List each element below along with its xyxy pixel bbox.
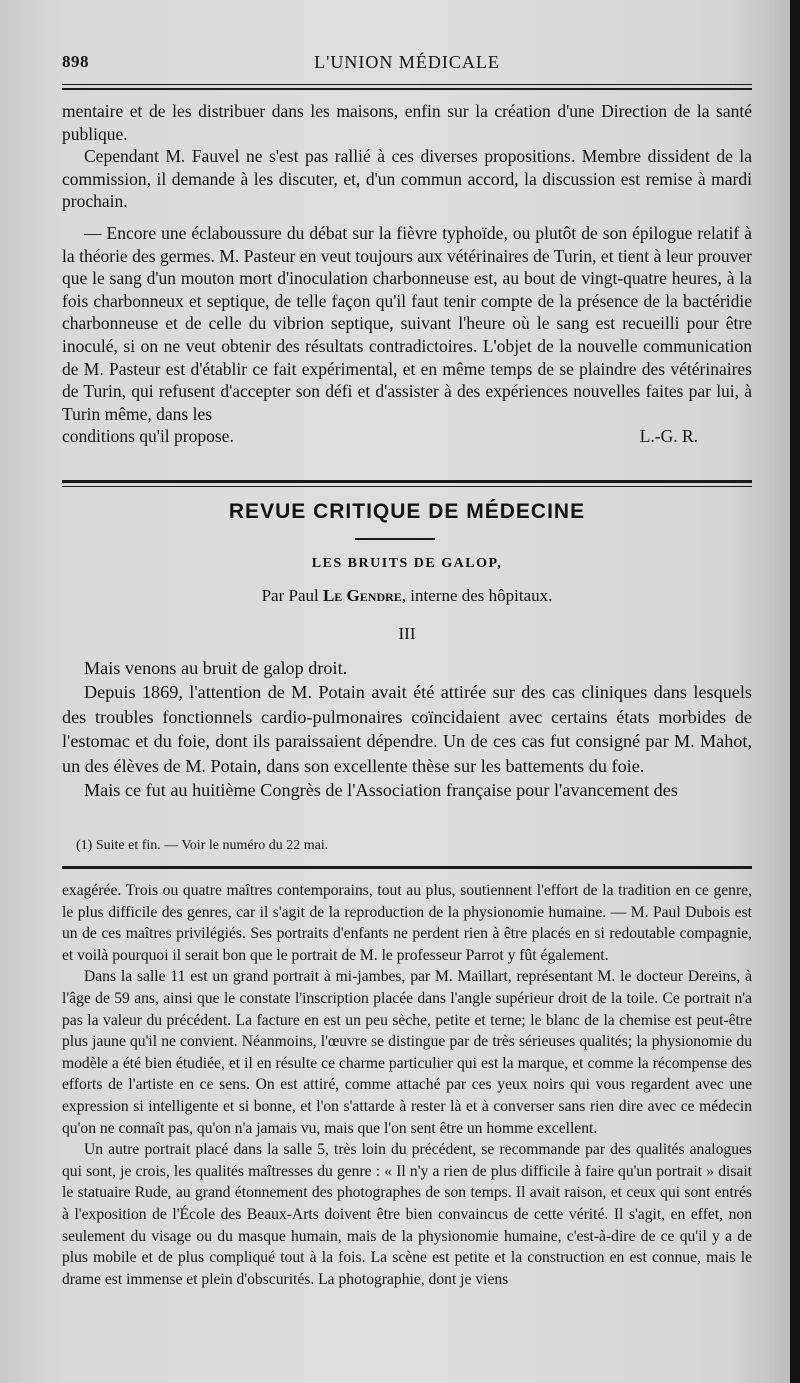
page-number: 898: [62, 52, 89, 71]
section-title: REVUE CRITIQUE DE MÉDECINE: [228, 500, 586, 523]
section-rule-thin: [62, 486, 752, 487]
closing-line: [62, 425, 752, 448]
feuilleton-paragraph-1: exagérée. Trois ou quatre maîtres contemporains, tout au plus, soutiennent l'effort de la tradition en ce genre, le plus difficile des genres, car il s'agit de la reproduction de la physionomie humaine. — M. Paul Dubois est un de ces maîtres privilégiés. Ses portraits d'enfants ne perdent rien à être placés en si redoutable compagnie, et voilà pourquoi il serait bon que le portrait de M. le professeur Parrot y fût également.: [62, 882, 752, 964]
byline-author: Le Gendre: [322, 586, 402, 605]
footnote: (1) Suite et fin. — Voir le numéro du 22 mai.: [76, 838, 329, 853]
title-underline: [355, 538, 435, 540]
top-section: [62, 100, 752, 448]
byline-prefix: Par Paul: [261, 586, 323, 605]
article-subtitle: LES BRUITS DE GALOP,: [311, 556, 503, 571]
scan-edge: [790, 0, 800, 1383]
article-paragraph-1: Mais venons au bruit de galop droit.: [84, 658, 348, 678]
paragraph-pasteur-end: conditions qu'il propose.: [62, 426, 234, 447]
article-byline: [62, 586, 752, 606]
feuilleton-section: [62, 880, 752, 1290]
lower-rule: [62, 866, 752, 869]
article-body: [62, 656, 752, 802]
paragraph-pasteur: — Encore une éclaboussure du débat sur la fièvre typhoïde, ou plutôt de son épilogue relatif à la théorie des germes. M. Pasteur en veut toujours aux vétérinaires de Turin, et tient à leur prouver que le sang d'un mouton mort d'inoculation charbonneuse est, au bout de vingt-quatre heures, à la fois charbonneux et septique, de telle façon qu'il faut tenir compte de la présence de la bactéridie charbonneuse et de celle du vibrion septique, suivant l'heure où le sang est recueilli pour être inoculé, si on ne veut obtenir des résultats contradictoires. L'objet de la nouvelle communication de M. Pasteur est d'établir ce fait expérimental, et en même temps de se plaindre des vétérinaires de Turin, qui refusent d'accepter son défi et d'assister à des expériences nouvelles faites par lui, à Turin même, dans les: [62, 222, 752, 424]
feuilleton-paragraph-3: Un autre portrait placé dans la salle 5, très loin du précédent, se recommande par des qualités analogues qui sont, je crois, les qualités maîtresses du genre : « Il n'y a rien de plus difficile à faire qu'un portrait » disait le statuaire Rude, au grand étonnement des photographes de son temps. Il avait raison, et ceux qui sont entrés à l'exposition de l'École des Beaux-Arts doivent être bien convaincus de cette vérité. Il s'agit, en effet, non seulement du visage ou du masque humain, mais de la physionomie humaine, c'est-à-dire de ce qu'il y a de plus mobile et de plus compliqué tout à la fois. La scène est petite et la construction en est connue, mais le drame est immense et plein d'obscurités. La photographie, dont je viens: [62, 1141, 752, 1288]
header-rule: [62, 84, 752, 85]
paragraph-fauvel: Cependant M. Fauvel ne s'est pas rallié à ces diverses propositions. Membre dissident de la commission, il demande à les discuter, et, d'un commun accord, la discussion est remise à mardi prochain.: [62, 146, 752, 212]
feuilleton-paragraph-2: Dans la salle 11 est un grand portrait à mi-jambes, par M. Maillart, représentant M. le docteur Dereins, à l'âge de 59 ans, ainsi que le constate l'inscription placée dans l'angle supérieur droit de la toile. Ce portrait n'a pas la valeur du précédent. La facture en est un peu sèche, petite et terne; le blanc de la chemise est peut-être plus jaune qu'il ne convient. Néanmoins, l'œuvre se distingue par de très sérieuses qualités; la physionomie du modèle a été bien étudiée, et il en résulte ce charme particulier qui est la marque, et comme la récompense des efforts de l'artiste en ce sens. On est attiré, comme attaché par ces yeux noirs qui vous regardent avec une expression si intelligente et si bonne, et l'on s'attarde à rester là et à converser sans rien dire avec ce médecin qu'on ne connaît pas, qu'on n'a jamais vu, mais que l'on sent être un homme excellent.: [62, 968, 752, 1137]
paragraph-continuation: mentaire et de les distribuer dans les maisons, enfin sur la création d'une Direction de la santé publique.: [62, 101, 752, 144]
part-numeral: III: [398, 624, 416, 643]
author-signature: L.-G. R.: [639, 426, 698, 447]
running-title: L'UNION MÉDICALE: [314, 52, 500, 72]
article-paragraph-2: Depuis 1869, l'attention de M. Potain avait été attirée sur des cas cliniques dans lesquels des troubles fonctionnels cardio-pulmonaires coïncidaient avec certains états morbides de l'estomac et du foie, dont ils paraissaient dépendre. Un de ces cas fut consigné par M. Mahot, un des élèves de M. Potain, dans son excellente thèse sur les battements du foie.: [62, 682, 752, 776]
byline-suffix: , interne des hôpitaux.: [401, 586, 553, 605]
header-rule-double: [62, 88, 752, 90]
section-rule: [62, 480, 752, 483]
page-header: [62, 52, 752, 78]
article-paragraph-3: Mais ce fut au huitième Congrès de l'Association française pour l'avancement des: [84, 780, 678, 801]
